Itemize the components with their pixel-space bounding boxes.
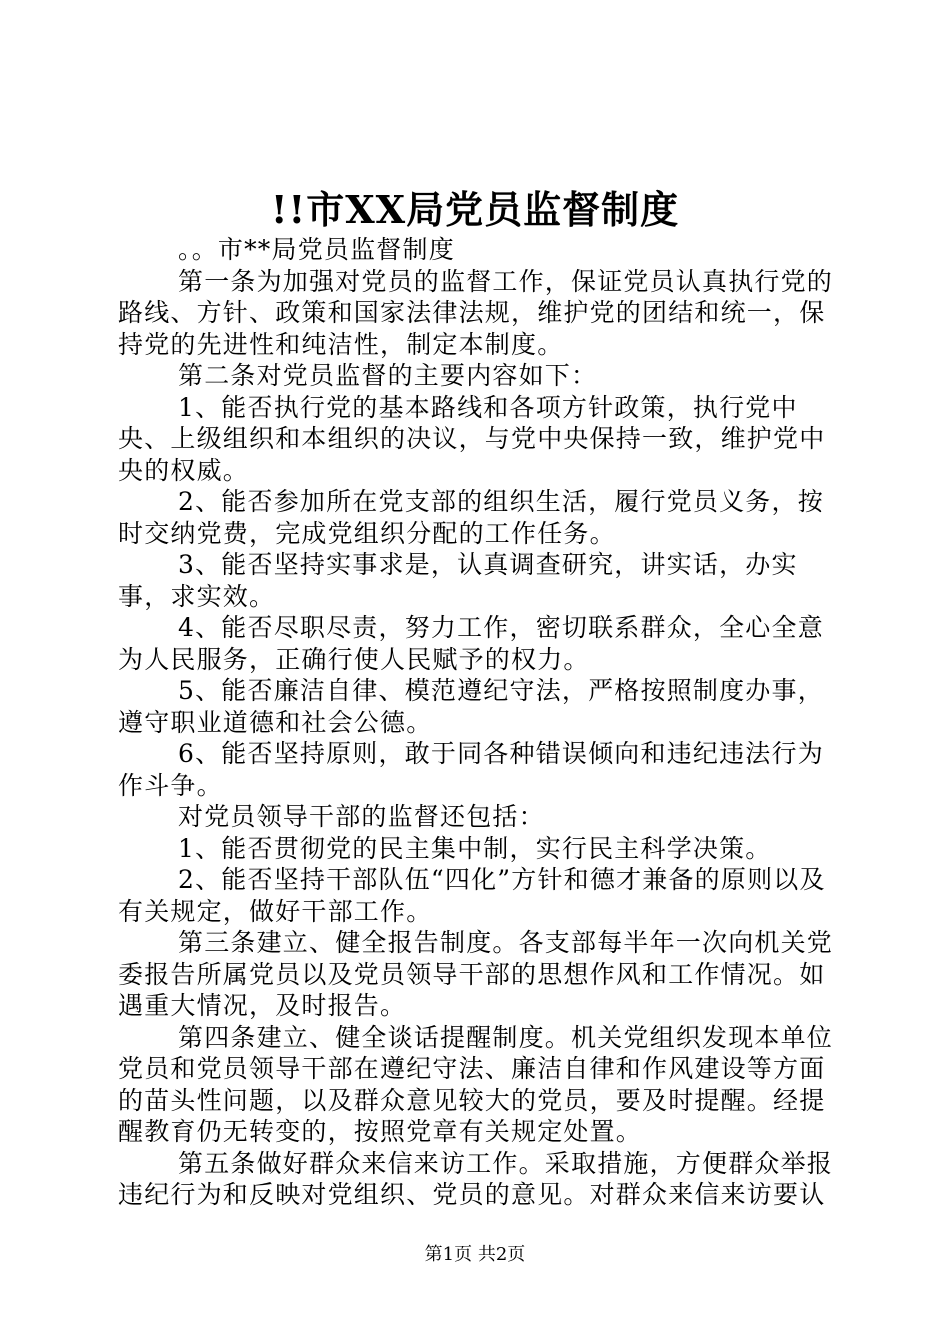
paragraph-item-1: 1、能否执行党的基本路线和各项方针政策，执行党中央、上级组织和本组织的决议，与党中央保持一致，维护党中央的权威。 [118,392,826,485]
paragraph-item-4: 4、能否尽职尽责，努力工作，密切联系群众，全心全意为人民服务，正确行使人民赋予的权力。 [118,613,824,674]
paragraph-item-3: 3、能否坚持实事求是，认真调查研究，讲实话，办实事，求实效。 [118,550,798,611]
document-title: !!市XX局党员监督制度 [270,187,680,232]
paragraph-article-5: 第五条做好群众来信来访工作。采取措施，方便群众举报违纪行为和反映对党组织、党员的意见。对群众来信来访要认 [118,1148,834,1209]
page-number-footer: 第1页 共2页 [424,1244,526,1265]
paragraph-article-4: 第四条建立、健全谈话提醒制度。机关党组织发现本单位党员和党员领导干部在遵纪守法、廉洁自律和作风建设等方面的苗头性问题，以及群众意见较大的党员，要及时提醒。经提醒教育仍无转变的，按照党章有关规定处置。 [118,1022,834,1146]
paragraph-article-3: 第三条建立、健全报告制度。各支部每半年一次向机关党委报告所属党员以及党员领导干部的思想作风和工作情况。如遇重大情况，及时报告。 [118,928,834,1020]
paragraph-item-5: 5、能否廉洁自律、模范遵纪守法，严格按照制度办事，遵守职业道德和社会公德。 [118,676,824,737]
paragraph-item-2: 2、能否参加所在党支部的组织生活，履行党员义务，按时交纳党费，完成党组织分配的工作任务。 [118,487,824,548]
paragraph-item-6: 6、能否坚持原则，敢于同各种错误倾向和违纪违法行为作斗争。 [118,739,824,800]
paragraph-leader-item-2: 2、能否坚持干部队伍“四化”方针和德才兼备的原则以及有关规定，做好干部工作。 [118,865,826,926]
document-body [118,234,838,1211]
paragraph-leader-item-1: 1、能否贯彻党的民主集中制，实行民主科学决策。 [178,833,772,863]
paragraph-article-2: 第二条对党员监督的主要内容如下： [178,361,598,390]
paragraph-article-1: 第一条为加强对党员的监督工作，保证党员认真执行党的路线、方针、政策和国家法律法规，维护党的团结和统一，保持党的先进性和纯洁性，制定本制度。 [118,266,834,359]
paragraph-leader-intro: 对党员领导干部的监督还包括： [178,802,545,831]
paragraph-subtitle: 。。市**局党员监督制度 [178,235,455,264]
